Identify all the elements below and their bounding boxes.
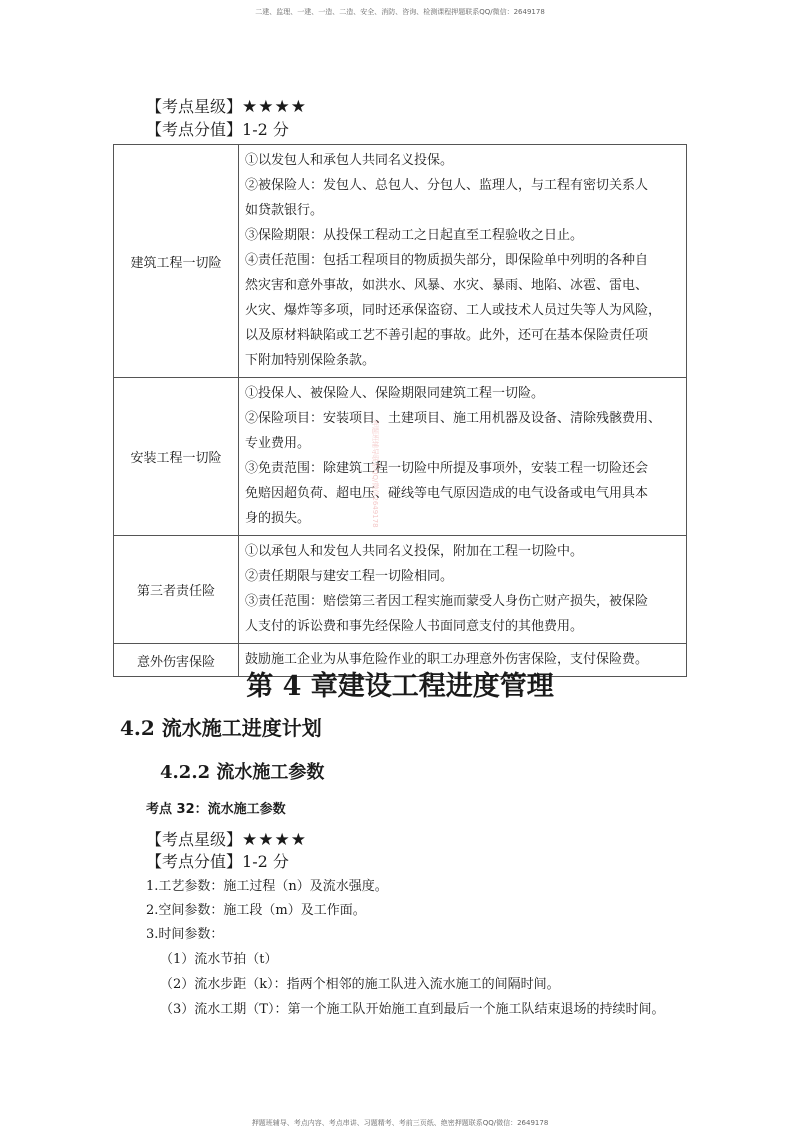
star-rating-value: ★★★★ <box>242 97 307 117</box>
insurance-type-cell: 建筑工程一切险 <box>114 145 239 378</box>
desc-line: ①投保人、被保险人、保险期限同建筑工程一切险。 <box>245 386 545 401</box>
table-row <box>114 378 687 536</box>
desc-line: 专业费用。 <box>245 436 311 451</box>
desc-line: ③免责范围：除建筑工程一切险中所提及事项外，安装工程一切险还会 <box>245 461 649 476</box>
param-item: （2）流水步距（k）：指两个相邻的施工队进入流水施工的间隔时间。 <box>160 977 560 992</box>
footer-note: 押题班辅导、考点内容、考点串讲、习题精考、考前三页纸、绝密押题联系QQ/微信：2649178 <box>251 1119 549 1127</box>
star-rating-value: ★★★★ <box>242 830 307 850</box>
desc-line: 免赔因超负荷、超电压、碰线等电气原因造成的电气设备或电气用具本 <box>245 486 649 501</box>
desc-line: ③责任范围：赔偿第三者因工程实施而蒙受人身伤亡财产损失，被保险 <box>245 594 649 609</box>
desc-line: 以及原材料缺陷或工艺不善引起的事故。此外，还可在基本保险责任项 <box>245 328 649 343</box>
param-item: （1）流水节拍（t） <box>160 952 278 967</box>
score-value: 1-2 分 <box>242 120 289 139</box>
star-rating-line <box>146 97 307 117</box>
section-title: 4.2 流水施工进度计划 <box>120 716 322 740</box>
desc-line: ③保险期限：从投保工程动工之日起直至工程验收之日止。 <box>245 228 584 243</box>
param-item: 3.时间参数： <box>146 927 224 942</box>
subsection-title: 4.2.2 流水施工参数 <box>160 762 325 783</box>
desc-line: ①以发包人和承包人共同名义投保。 <box>245 153 454 168</box>
score-line <box>146 852 289 872</box>
desc-line: ②被保险人：发包人、总包人、分包人、监理人，与工程有密切关系人 <box>245 178 649 193</box>
insurance-desc-cell <box>239 378 687 536</box>
desc-line: 人支付的诉讼费和事先经保险人书面同意支付的其他费用。 <box>245 619 584 634</box>
param-item: （3）流水工期（T）：第一个施工队开始施工直到最后一个施工队结束退场的持续时间。 <box>160 1002 665 1017</box>
param-item: 1.工艺参数：施工过程（n）及流水强度。 <box>146 879 388 894</box>
desc-line: ①以承包人和发包人共同名义投保，附加在工程一切险中。 <box>245 544 584 559</box>
star-rating-line <box>146 830 307 850</box>
desc-line: ④责任范围：包括工程项目的物质损失部分，即保险单中列明的各种自 <box>245 253 649 268</box>
score-label: 【考点分值】 <box>146 852 243 871</box>
table-row <box>114 145 687 378</box>
insurance-type-cell: 第三者责任险 <box>114 536 239 644</box>
desc-line: 如贷款银行。 <box>245 203 324 218</box>
insurance-type-cell: 安装工程一切险 <box>114 378 239 536</box>
desc-line: 鼓励施工企业为从事危险作业的职工办理意外伤害保险，支付保险费。 <box>245 652 649 667</box>
insurance-type-cell: 意外伤害保险 <box>114 644 239 677</box>
desc-line: 身的损失。 <box>245 511 311 526</box>
watermark-text: 押题班辅导联系QQ/微信2649178 <box>371 420 379 528</box>
desc-line: ②责任期限与建安工程一切险相同。 <box>245 569 454 584</box>
desc-line: 火灾、爆炸等多项，同时还承保盗窃、工人或技术人员过失等人为风险， <box>245 303 662 318</box>
param-item: 2.空间参数：施工段（m）及工作面。 <box>146 903 366 918</box>
star-rating-label: 【考点星级】 <box>146 830 243 849</box>
score-label: 【考点分值】 <box>146 120 243 139</box>
desc-line: 下附加特别保险条款。 <box>245 353 376 368</box>
insurance-desc-cell <box>239 145 687 378</box>
desc-line: 然灾害和意外事故，如洪水、风暴、水灾、暴雨、地陷、冰雹、雷电、 <box>245 278 649 293</box>
score-value: 1-2 分 <box>242 852 289 871</box>
star-rating-label: 【考点星级】 <box>146 97 243 116</box>
insurance-table <box>113 144 687 677</box>
header-note: 二建、监理、一建、一造、二造、安全、消防、咨询、检测课程押题联系QQ/微信：2649178 <box>255 8 545 16</box>
key-point-title: 考点 32：流水施工参数 <box>146 802 286 817</box>
chapter-title: 第 4 章建设工程进度管理 <box>246 671 554 702</box>
table-row <box>114 536 687 644</box>
desc-line: ②保险项目：安装项目、土建项目、施工用机器及设备、清除残骸费用、 <box>245 411 662 426</box>
insurance-desc-cell <box>239 536 687 644</box>
score-line <box>146 120 289 140</box>
